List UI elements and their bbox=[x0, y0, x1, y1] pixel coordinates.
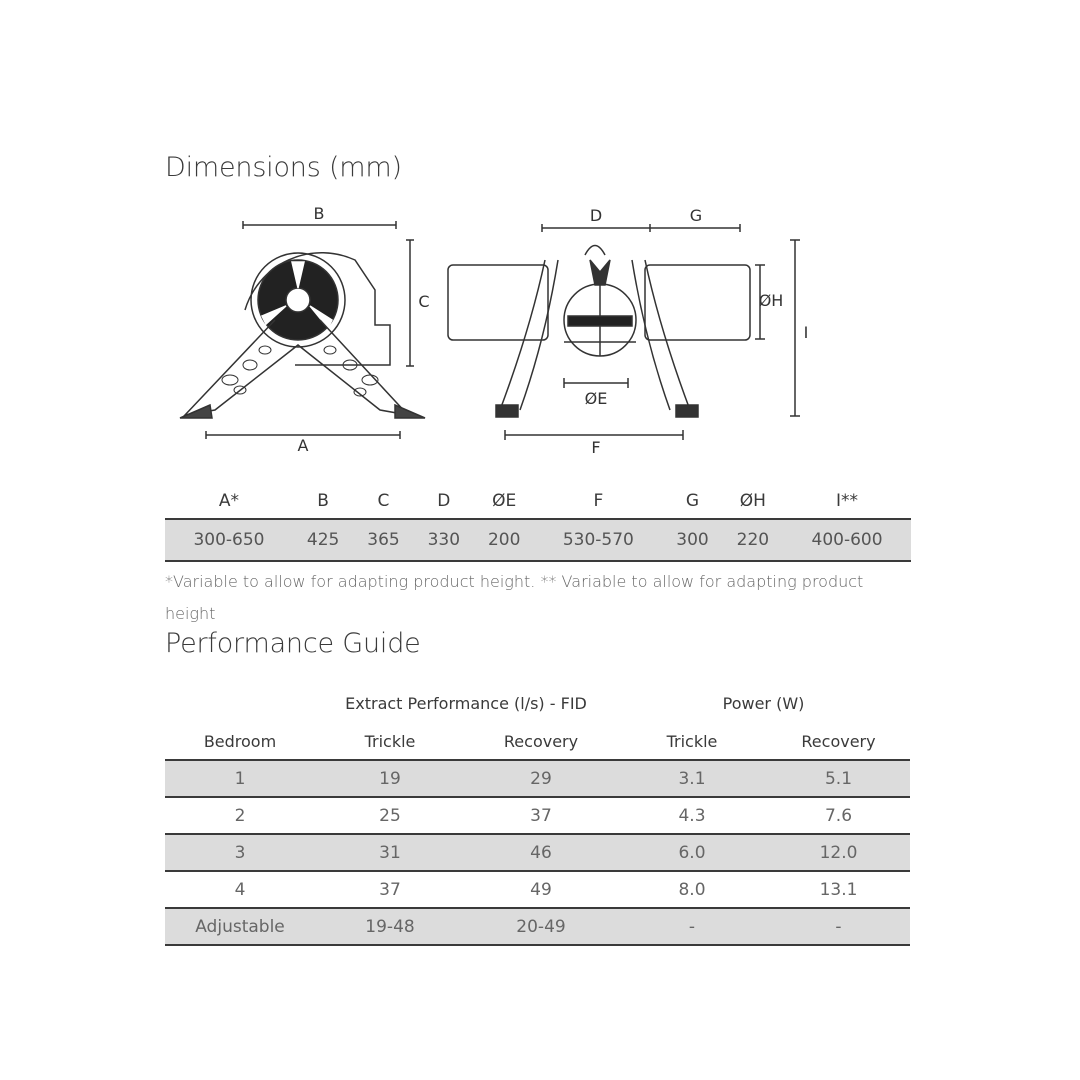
col-header-power-recovery: Recovery bbox=[767, 720, 910, 760]
dim-label-f: F bbox=[591, 438, 601, 457]
dim-header: G bbox=[685, 491, 700, 511]
col-header-extract-trickle: Trickle bbox=[315, 720, 465, 760]
cell: 8.0 bbox=[617, 871, 767, 908]
dim-value: 530-570 bbox=[534, 519, 662, 561]
dim-value: 300-650 bbox=[165, 519, 293, 561]
cell: 13.1 bbox=[767, 871, 910, 908]
dim-value: 425 bbox=[293, 519, 353, 561]
fan-side-view-diagram bbox=[170, 200, 430, 460]
cell: 7.6 bbox=[767, 797, 910, 834]
cell: 46 bbox=[465, 834, 617, 871]
dimensions-header-row bbox=[165, 484, 911, 519]
cell: 19 bbox=[315, 760, 465, 797]
cell: 3 bbox=[165, 834, 315, 871]
dim-header: A* bbox=[218, 491, 240, 511]
dim-header: C bbox=[377, 491, 390, 511]
dim-label-b: B bbox=[313, 204, 325, 223]
col-header-bedroom: Bedroom bbox=[165, 720, 315, 760]
cell: Adjustable bbox=[165, 908, 315, 945]
cell: 5.1 bbox=[767, 760, 910, 797]
cell: - bbox=[767, 908, 910, 945]
performance-title: Performance Guide bbox=[165, 628, 421, 659]
dim-header: B bbox=[317, 491, 329, 511]
dim-header: D bbox=[437, 491, 451, 511]
table-row bbox=[165, 834, 910, 871]
dim-value: 365 bbox=[353, 519, 413, 561]
dim-value: 400-600 bbox=[783, 519, 911, 561]
table-row bbox=[165, 871, 910, 908]
dim-label-h: ØH bbox=[758, 291, 784, 310]
table-row bbox=[165, 797, 910, 834]
table-row bbox=[165, 908, 910, 945]
performance-table bbox=[165, 686, 910, 946]
col-header-extract-recovery: Recovery bbox=[465, 720, 617, 760]
dim-label-a: A bbox=[297, 436, 309, 455]
cell: 4 bbox=[165, 871, 315, 908]
cell: 29 bbox=[465, 760, 617, 797]
cell: 2 bbox=[165, 797, 315, 834]
fan-front-view-diagram bbox=[440, 200, 820, 450]
dim-label-e: ØE bbox=[584, 389, 608, 408]
empty-header bbox=[165, 686, 315, 720]
extract-group-header: Extract Performance (l/s) - FID bbox=[345, 693, 587, 713]
col-header-power-trickle: Trickle bbox=[617, 720, 767, 760]
dim-label-i: I bbox=[803, 323, 809, 342]
dimensions-value-row bbox=[165, 519, 911, 561]
dim-value: 330 bbox=[414, 519, 474, 561]
power-group-header: Power (W) bbox=[722, 693, 805, 713]
dim-label-g: G bbox=[689, 206, 703, 225]
cell: 20-49 bbox=[465, 908, 617, 945]
table-row bbox=[165, 760, 910, 797]
dim-header: I** bbox=[836, 491, 859, 511]
performance-group-header-row bbox=[165, 686, 910, 720]
cell: 37 bbox=[315, 871, 465, 908]
dim-value: 200 bbox=[474, 519, 534, 561]
cell: 31 bbox=[315, 834, 465, 871]
dim-label-c: C bbox=[418, 292, 430, 311]
dim-header: ØH bbox=[739, 491, 766, 511]
dim-header: ØE bbox=[492, 491, 517, 511]
dimensions-table bbox=[165, 484, 911, 562]
cell: 1 bbox=[165, 760, 315, 797]
dimensions-title: Dimensions (mm) bbox=[165, 152, 402, 183]
dim-header: F bbox=[593, 491, 604, 511]
cell: 12.0 bbox=[767, 834, 910, 871]
dimensions-footnote: *Variable to allow for adapting product height. ** Variable to allow for adapting product height bbox=[165, 572, 864, 623]
dim-value: 300 bbox=[662, 519, 722, 561]
cell: 19-48 bbox=[315, 908, 465, 945]
dim-label-d: D bbox=[589, 206, 603, 225]
cell: - bbox=[617, 908, 767, 945]
cell: 4.3 bbox=[617, 797, 767, 834]
cell: 6.0 bbox=[617, 834, 767, 871]
cell: 25 bbox=[315, 797, 465, 834]
dim-value: 220 bbox=[723, 519, 783, 561]
cell: 37 bbox=[465, 797, 617, 834]
cell: 3.1 bbox=[617, 760, 767, 797]
performance-column-header-row bbox=[165, 720, 910, 760]
cell: 49 bbox=[465, 871, 617, 908]
